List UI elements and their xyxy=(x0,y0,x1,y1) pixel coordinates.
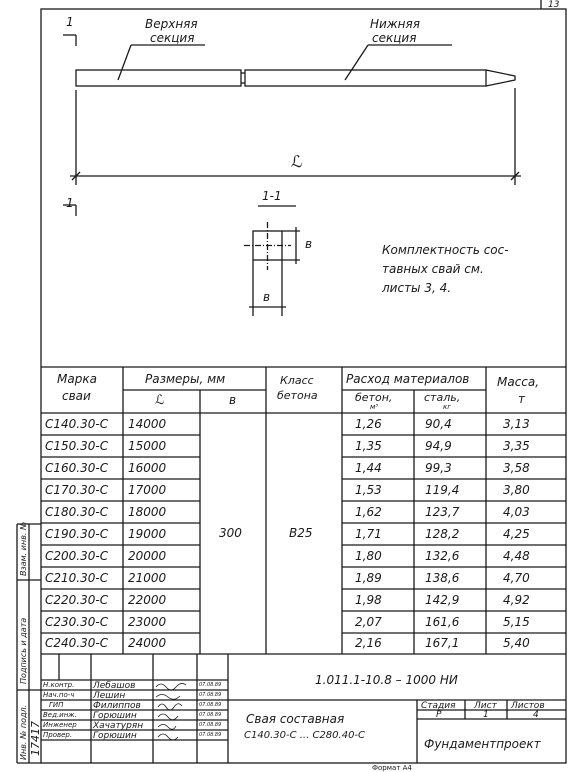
header-L: ℒ xyxy=(155,393,165,408)
row-steel: 161,6 xyxy=(425,615,460,629)
tb-name: Хачатурян xyxy=(93,721,144,731)
row-mark: С170.30-С xyxy=(45,483,109,497)
row-mark: С230.30-С xyxy=(45,615,109,629)
note-line-2: тавных свай см. xyxy=(382,262,484,276)
row-mark: С210.30-С xyxy=(45,571,109,585)
row-concrete: 1,71 xyxy=(355,527,382,541)
tb-name: Лешин xyxy=(93,691,126,701)
row-concrete: 1,53 xyxy=(355,483,382,497)
lower-section-label-2: секция xyxy=(372,31,417,45)
section-mark-top: 1 xyxy=(66,15,74,29)
section-dim-bottom: в xyxy=(263,290,271,304)
row-concrete: 1,44 xyxy=(355,461,382,475)
header-b: в xyxy=(229,393,237,407)
row-length: 14000 xyxy=(128,417,167,431)
section-mark-bottom: 1 xyxy=(66,196,74,210)
row-mark: С200.30-С xyxy=(45,549,109,563)
row-mark: С150.30-С xyxy=(45,439,109,453)
footer-format: Формат А4 xyxy=(372,764,412,772)
sign-date-label: Подпись и дата xyxy=(19,617,28,684)
row-mass: 3,58 xyxy=(503,461,530,475)
title-line-2: С140.30-С ... С280.40-С xyxy=(244,730,366,741)
tb-name: Филиппов xyxy=(93,701,141,711)
shared-b-value: 300 xyxy=(219,526,242,540)
row-concrete: 1,98 xyxy=(355,593,382,607)
row-steel: 94,9 xyxy=(425,439,452,453)
stage-value: Р xyxy=(436,710,442,720)
row-length: 24000 xyxy=(128,636,167,650)
header-materials: Расход материалов xyxy=(346,372,470,386)
row-concrete: 2,16 xyxy=(355,636,382,650)
row-mass: 4,03 xyxy=(503,505,530,519)
note-line-1: Комплектность сос- xyxy=(382,243,509,257)
row-length: 21000 xyxy=(128,571,167,585)
row-mark: С190.30-С xyxy=(45,527,109,541)
header-mass-2: т xyxy=(518,392,525,406)
upper-section-label-1: Верхняя xyxy=(145,17,198,31)
header-sizes: Размеры, мм xyxy=(145,372,226,386)
row-steel: 123,7 xyxy=(425,505,460,519)
section-title: 1-1 xyxy=(262,189,282,203)
row-mark: С220.30-С xyxy=(45,593,109,607)
length-label: ℒ xyxy=(291,152,303,171)
stage-label: Стадия xyxy=(421,701,456,711)
row-length: 23000 xyxy=(128,615,167,629)
row-length: 19000 xyxy=(128,527,167,541)
row-steel: 90,4 xyxy=(425,417,452,431)
row-mass: 5,15 xyxy=(503,615,530,629)
organization: Фундаментпроект xyxy=(424,737,541,751)
header-concrete-1: бетон, xyxy=(355,391,393,404)
header-mark-1: Марка xyxy=(57,372,97,386)
row-mass: 3,13 xyxy=(503,417,530,431)
tb-date: 07.08.89 xyxy=(199,692,222,698)
tb-role: Н.контр. xyxy=(43,681,75,689)
tb-role: Вед.инж. xyxy=(43,711,77,719)
tb-name: Горюшин xyxy=(93,731,137,741)
row-concrete: 2,07 xyxy=(355,615,382,629)
row-mark: С160.30-С xyxy=(45,461,109,475)
tb-role: Инженер xyxy=(43,721,77,729)
header-mass-1: Масса, xyxy=(497,375,540,389)
sheet-number: 13 xyxy=(548,0,560,10)
row-length: 20000 xyxy=(128,549,167,563)
sheet-value: 1 xyxy=(483,710,489,720)
tb-role: Нач.по-ч xyxy=(43,691,75,699)
sheets-label: Листов xyxy=(511,701,545,711)
tb-role: ГИП xyxy=(49,701,64,709)
row-length: 18000 xyxy=(128,505,167,519)
sheet-label: Лист xyxy=(474,701,497,711)
tb-date: 07.08.89 xyxy=(199,732,222,738)
row-concrete: 1,26 xyxy=(355,417,382,431)
header-concrete-2: м³ xyxy=(370,403,379,411)
header-class-2: бетона xyxy=(277,389,318,402)
row-steel: 119,4 xyxy=(425,483,460,497)
row-mark: С180.30-С xyxy=(45,505,109,519)
sheets-value: 4 xyxy=(533,710,539,720)
tb-name: Горюшин xyxy=(93,711,137,721)
row-length: 17000 xyxy=(128,483,167,497)
row-length: 16000 xyxy=(128,461,167,475)
section-dim-right: в xyxy=(305,237,313,251)
row-mass: 5,40 xyxy=(503,636,530,650)
row-mass: 4,48 xyxy=(503,549,530,563)
title-line-1: Свая составная xyxy=(246,712,345,726)
row-steel: 167,1 xyxy=(425,636,460,650)
tb-date: 07.08.89 xyxy=(199,682,222,688)
row-mass: 4,92 xyxy=(503,593,530,607)
row-mass: 4,25 xyxy=(503,527,530,541)
row-mass: 3,35 xyxy=(503,439,530,453)
header-steel-1: сталь, xyxy=(424,391,461,404)
tb-date: 07.08.89 xyxy=(199,712,222,718)
row-length: 15000 xyxy=(128,439,167,453)
row-steel: 128,2 xyxy=(425,527,460,541)
row-mark: С140.30-С xyxy=(45,417,109,431)
replace-inv-label: Взам. инв. № xyxy=(19,521,28,576)
row-steel: 99,3 xyxy=(425,461,452,475)
note-line-3: листы 3, 4. xyxy=(382,281,452,295)
row-concrete: 1,35 xyxy=(355,439,382,453)
row-concrete: 1,80 xyxy=(355,549,382,563)
row-mark: С240.30-С xyxy=(45,636,109,650)
row-mass: 3,80 xyxy=(503,483,530,497)
tb-date: 07.08.89 xyxy=(199,702,222,708)
row-concrete: 1,62 xyxy=(355,505,382,519)
row-mass: 4,70 xyxy=(503,571,530,585)
row-steel: 138,6 xyxy=(425,571,460,585)
row-length: 22000 xyxy=(128,593,167,607)
upper-section-label-2: секция xyxy=(150,31,195,45)
lower-section-label-1: Нижняя xyxy=(370,17,420,31)
header-mark-2: сваи xyxy=(62,389,91,403)
tb-role: Провер. xyxy=(43,731,73,739)
tb-name: Лебашов xyxy=(93,681,136,691)
header-steel-2: кг xyxy=(443,403,451,411)
row-steel: 142,9 xyxy=(425,593,460,607)
inv-no-label: Инв. № подл. xyxy=(19,704,28,760)
inv-no-value: 17417 xyxy=(29,721,42,756)
tb-date: 07.08.89 xyxy=(199,722,222,728)
document-code: 1.011.1-10.8 – 1000 НИ xyxy=(315,673,458,687)
row-steel: 132,6 xyxy=(425,549,460,563)
shared-class-value: В25 xyxy=(289,526,313,540)
row-concrete: 1,89 xyxy=(355,571,382,585)
header-class-1: Класс xyxy=(280,374,314,387)
